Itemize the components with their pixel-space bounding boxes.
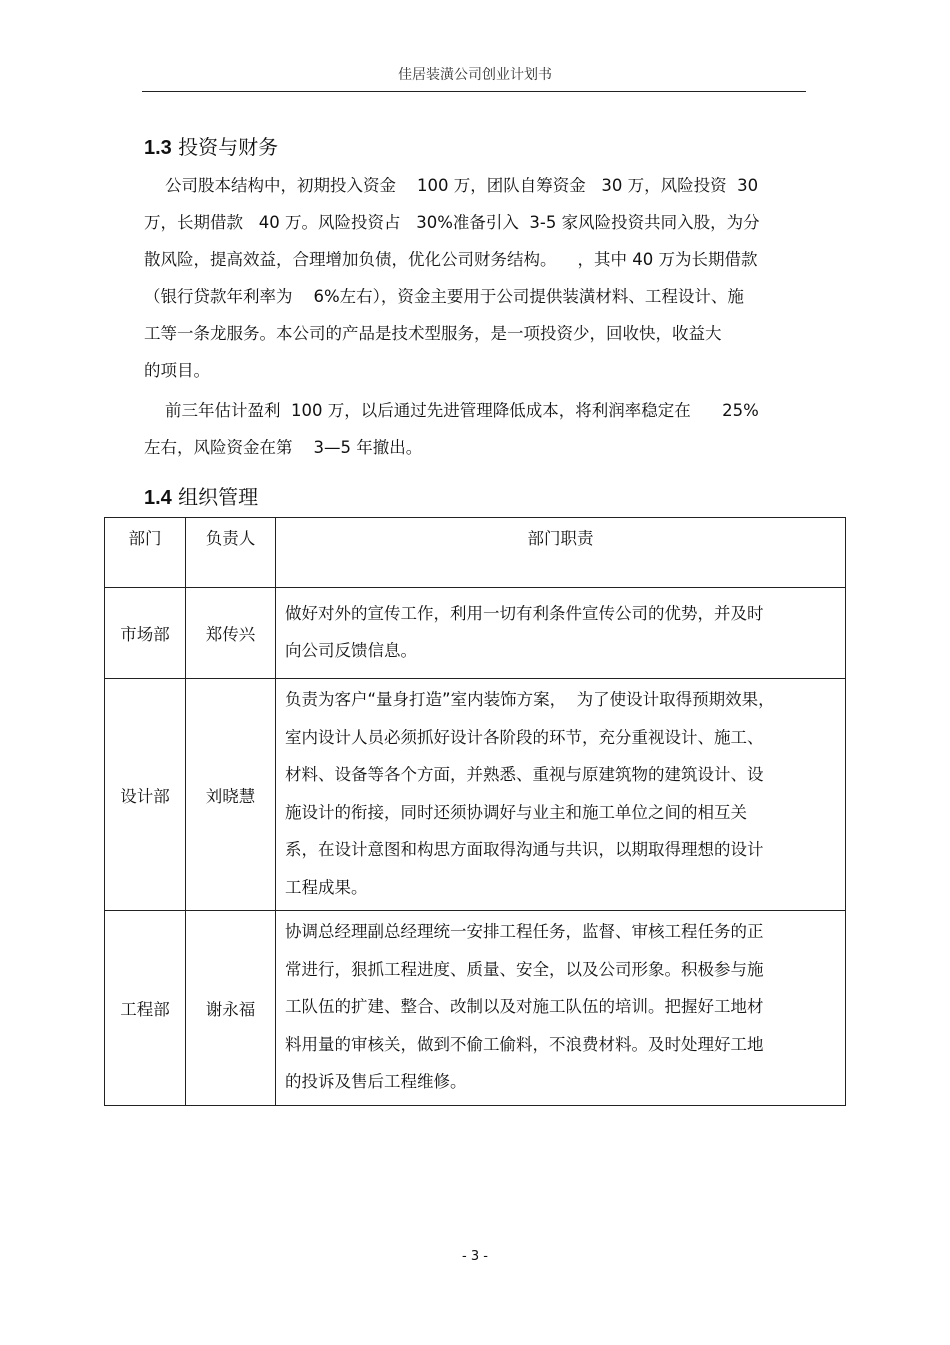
duty-line: 的投诉及售后工程维修。 — [285, 1072, 467, 1091]
duty-line: 室内设计人员必须抓好设计各阶段的环节，充分重视设计、施工、 — [285, 727, 764, 747]
duty-cell — [276, 588, 846, 679]
paragraph-line: 万，长期借款 40 万。风险投资占 30%准备引入 3-5 家风险投资共同入股，为分 — [144, 213, 760, 232]
paragraph-line: 散风险，提高效益，合理增加负债，优化公司财务结构。 ，其中 40 万为长期借款 — [144, 250, 758, 269]
head-cell: 谢永福 — [186, 911, 276, 1106]
table-header-row — [105, 518, 846, 588]
duty-line: 协调总经理副总经理统一安排工程任务，监督、审核工程任务的正 — [285, 922, 764, 941]
duty-line: 工队伍的扩建、整合、改制以及对施工队伍的培训。把握好工地材 — [285, 997, 764, 1016]
duty-line: 施设计的衔接，同时还须协调好与业主和施工单位之间的相互关 — [285, 802, 747, 822]
duty-line: 系，在设计意图和构思方面取得沟通与共识，以期取得理想的设计 — [285, 840, 764, 859]
paragraph-profit — [144, 392, 824, 466]
org-table — [104, 517, 846, 1106]
section-heading-1-4 — [144, 481, 258, 510]
paragraph-investment — [144, 167, 824, 389]
duty-line: 料用量的审核关，做到不偷工偷料，不浪费材料。及时处理好工地 — [285, 1034, 764, 1054]
paragraph-line: 工等一条龙服务。本公司的产品是技术型服务，是一项投资少，回收快，收益大 — [144, 324, 722, 343]
paragraph-line: 前三年估计盈利 100 万，以后通过先进管理降低成本，将利润率稳定在 25% — [144, 401, 759, 420]
dept-cell: 工程部 — [105, 911, 186, 1106]
duty-line: 向公司反馈信息。 — [285, 641, 417, 660]
table-row — [105, 588, 846, 679]
duty-line: 负责为客户“量身打造”室内装饰方案， 为了使设计取得预期效果， — [285, 690, 775, 709]
dept-cell: 设计部 — [105, 679, 186, 911]
page-number: - 3 - — [462, 1249, 488, 1264]
head-cell: 刘晓慧 — [186, 679, 276, 911]
header-title: 佳居装潢公司创业计划书 — [398, 67, 552, 83]
paragraph-line: （银行贷款年利率为 6%左右），资金主要用于公司提供装潢材料、工程设计、施 — [144, 287, 744, 306]
section-title: 组织管理 — [178, 485, 259, 509]
section-title: 投资与财务 — [178, 135, 279, 159]
duty-line: 做好对外的宣传工作，利用一切有利条件宣传公司的优势，并及时 — [285, 603, 764, 623]
table-row — [105, 679, 846, 911]
header-rule — [142, 91, 806, 92]
head-cell: 郑传兴 — [186, 588, 276, 679]
section-heading-1-3 — [144, 131, 278, 160]
duty-line: 材料、设备等各个方面，并熟悉、重视与原建筑物的建筑设计、设 — [285, 765, 764, 784]
section-number: 1.4 — [144, 487, 172, 509]
duty-cell — [276, 679, 846, 911]
header-duty: 部门职责 — [276, 518, 846, 588]
header-dept: 部门 — [105, 518, 186, 588]
duty-cell — [276, 911, 846, 1106]
dept-cell: 市场部 — [105, 588, 186, 679]
table-row — [105, 911, 846, 1106]
duty-line: 常进行，狠抓工程进度、质量、安全，以及公司形象。积极参与施 — [285, 959, 764, 979]
header-head: 负责人 — [186, 518, 276, 588]
duty-line: 工程成果。 — [285, 877, 368, 897]
section-number: 1.3 — [144, 137, 172, 159]
paragraph-line: 的项目。 — [144, 361, 210, 380]
paragraph-line: 公司股本结构中，初期投入资金 100 万，团队自筹资金 30 万，风险投资 30 — [144, 176, 759, 195]
paragraph-line: 左右，风险资金在第 3—5 年撤出。 — [144, 438, 423, 457]
